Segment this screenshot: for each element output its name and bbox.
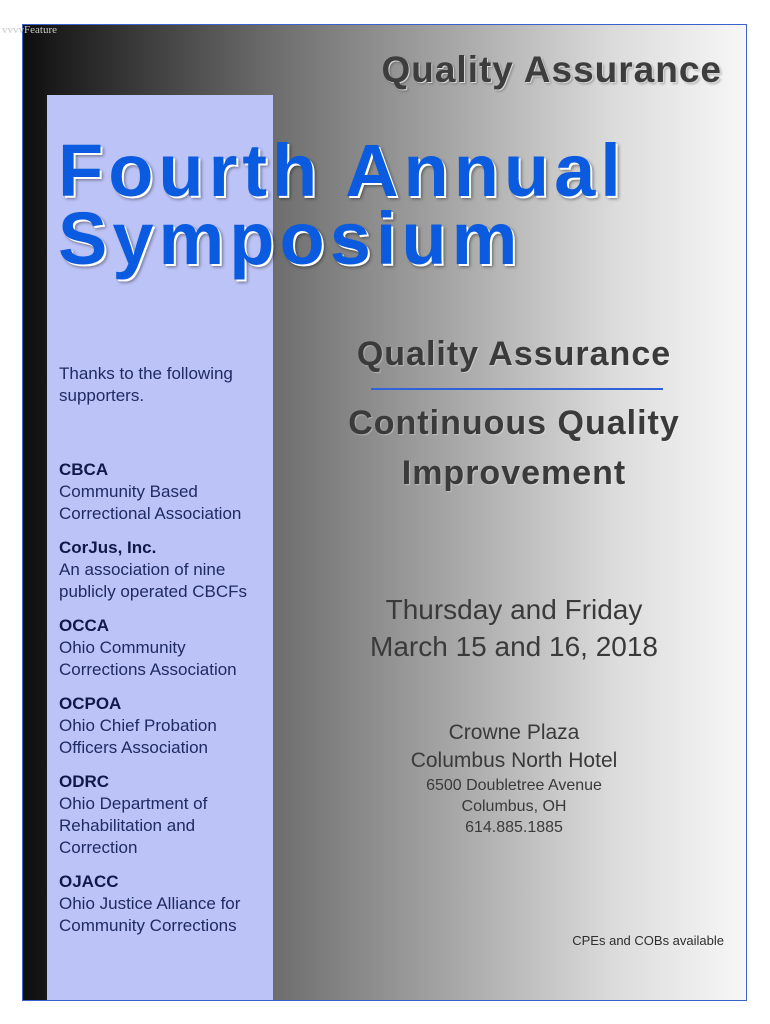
supporter-description: Ohio Justice Alliance for Community Corrections [59, 894, 241, 935]
supporter-code: OJACC [59, 872, 119, 891]
credits-note: CPEs and COBs available [572, 933, 724, 948]
supporter-item [59, 459, 264, 525]
supporter-description: Ohio Department of Rehabilitation and Correction [59, 794, 208, 857]
venue [319, 719, 709, 838]
venue-phone: 614.885.1885 [465, 819, 563, 836]
supporter-code: CorJus, Inc. [59, 538, 157, 557]
event-dates [319, 591, 709, 665]
topic-secondary-line-2: Improvement [401, 454, 627, 492]
supporter-item [59, 693, 264, 759]
supporter-item [59, 537, 264, 603]
supporter-description: Ohio Chief Probation Officers Association [59, 716, 217, 757]
event-title [58, 129, 626, 280]
venue-name-line-1: Crowne Plaza [448, 721, 580, 744]
venue-city: Columbus, OH [461, 798, 567, 815]
flyer [22, 24, 747, 1001]
supporter-code: OCCA [59, 616, 110, 635]
supporter-code: OCPOA [59, 694, 122, 713]
venue-name-line-2: Columbus North Hotel [410, 749, 618, 772]
event-title-line-2: Symposium [58, 197, 523, 280]
supporter-code: ODRC [59, 772, 110, 791]
supporters-intro: Thanks to the following supporters. [59, 364, 233, 405]
event-days: Thursday and Friday [385, 594, 643, 625]
supporters-list [59, 363, 264, 949]
topic-secondary-line-1: Continuous Quality [348, 404, 680, 442]
topic-divider [371, 388, 663, 390]
top-title: Quality Assurance [381, 49, 722, 90]
corner-label: vvvvFeature [2, 24, 57, 36]
topic-primary: Quality Assurance [356, 335, 672, 373]
topic-secondary [301, 398, 727, 498]
supporter-description: Ohio Community Corrections Association [59, 638, 237, 679]
supporter-description: Community Based Correctional Association [59, 482, 242, 523]
event-date: March 15 and 16, 2018 [370, 631, 658, 662]
supporter-item [59, 871, 264, 937]
supporter-item [59, 615, 264, 681]
supporter-description: An association of nine publicly operated CBCFs [59, 560, 248, 601]
venue-address: 6500 Doubletree Avenue [426, 777, 602, 794]
supporter-code: CBCA [59, 460, 109, 479]
event-title-line-1: Fourth Annual [58, 129, 626, 212]
supporter-item [59, 771, 264, 859]
